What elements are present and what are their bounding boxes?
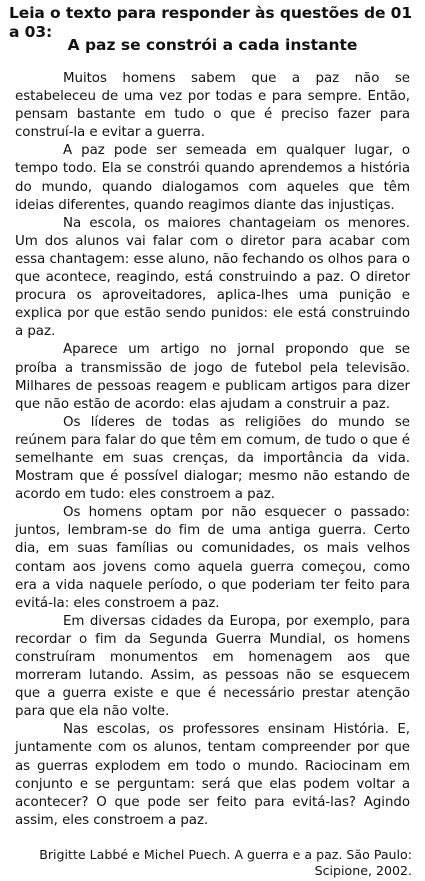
- paragraph: Na escola, os maiores chantageiam os menores. Um dos alunos vai falar com o diretor para acabar com essa chantagem: esse aluno, não fechando os olhos para o que acontece, reagindo, está construindo a paz. O diretor procura os aproveitadores, aplica-lhes uma punição e explica por que estão sendo punidos: ele está construindo a paz.: [15, 215, 410, 340]
- paragraph: Os líderes de todas as religiões do mundo se reúnem para falar do que têm em comum, de tudo o que é semelhante em suas crenças, da importância da vida. Mostram que é possível dialogar; mesmo não estando de acordo em tudo: eles constroem a paz.: [15, 414, 410, 503]
- reference-line: Brigitte Labbé e Michel Puech. A guerra e a paz. São Paulo:: [39, 847, 412, 862]
- paragraph: Muitos homens sabem que a paz não se estabeleceu de uma vez por todas e para sempre. Então, pensam bastante em tudo o que é preciso fazer para construí-la e evitar a guerra.: [15, 71, 410, 141]
- paragraph: Em diversas cidades da Europa, por exemplo, para recordar o fim da Segunda Guerra Mundial, os homens construíram monumentos em homenagem aos que morreram lutando. Assim, as pessoas não se esquecem que a guerra existe e que é necessário prestar atenção para que ela não volte.: [15, 613, 410, 720]
- instruction-heading: Leia o texto para responder às questões de 01 a 03:: [9, 4, 413, 41]
- text-body: [15, 70, 410, 830]
- paragraph: Aparece um artigo no jornal propondo que se proíba a transmissão de jogo de futebol pela televisão. Milhares de pessoas reagem e publicam artigos para dizer que não estão de acordo: elas ajudam a construir a paz.: [15, 342, 410, 412]
- paragraph: Nas escolas, os professores ensinam História. E, juntamente com os alunos, tentam compreender por que as guerras explodem em todo o mundo. Raciocinam em conjunto e se perguntam: será que elas podem voltar a acontecer? O que pode ser feito para evitá-las? Agindo assim, eles constroem a paz.: [15, 722, 410, 828]
- text-title: A paz se constrói a cada instante: [67, 36, 358, 54]
- reference-line: Scipione, 2002.: [314, 863, 412, 878]
- source-reference: [15, 847, 412, 879]
- paragraph: A paz pode ser semeada em qualquer lugar, o tempo todo. Ela se constrói quando aprendemos a história do mundo, quando dialogamos com aqueles que têm ideias diferentes, quando reagimos diante das injustiças.: [15, 143, 410, 213]
- paragraph: Os homens optam por não esquecer o passado: juntos, lembram-se do fim de uma antiga guerra. Certo dia, em suas famílias ou comunidades, os mais velhos contam aos jovens como aquela guerra começou, como era a vida naquele período, o que poderiam ter feito para evitá-la: eles constroem a paz.: [15, 505, 410, 611]
